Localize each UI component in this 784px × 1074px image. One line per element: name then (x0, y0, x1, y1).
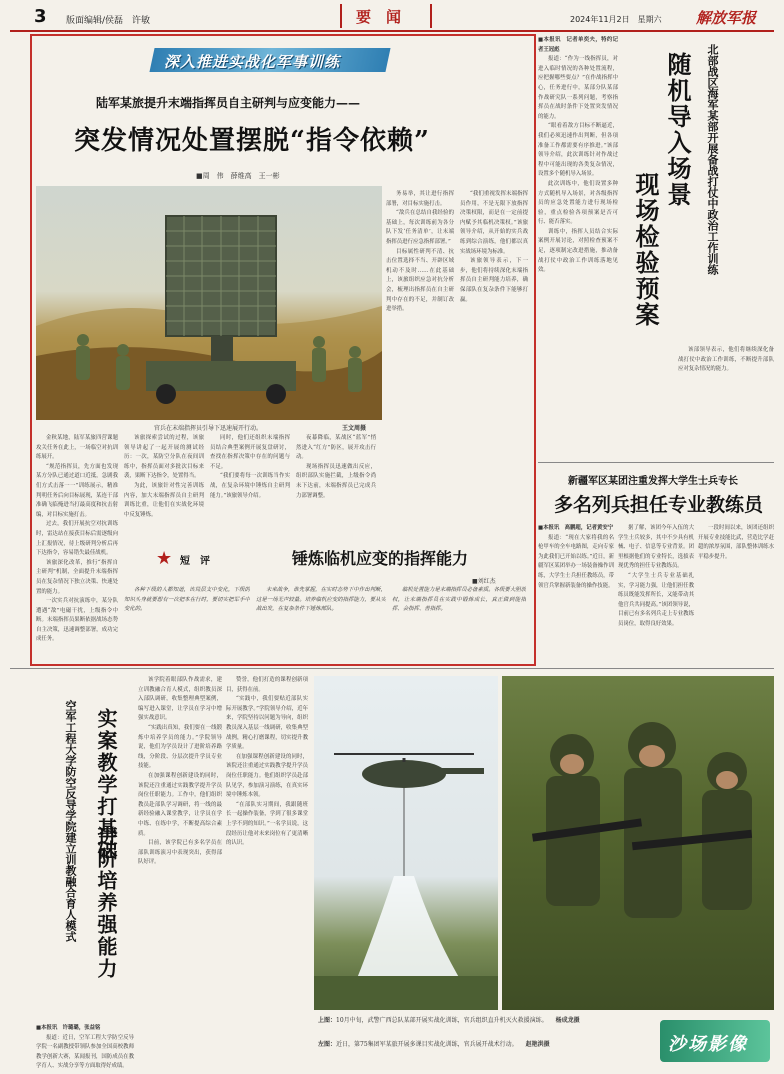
xinjiang-col-1 (538, 524, 614, 660)
caption-1-credit: 杨成龙摄 (555, 1017, 580, 1024)
lead-body-col-5 (386, 190, 454, 544)
photo-badge (660, 1020, 770, 1062)
xinjiang-paragraph: “大学生士兵专业基础扎实，学习能力强，让他们担任教练员既能发挥所长，又能带动其他官兵共同提高。”该团领导说，目前已有多名列兵走上专业教练员岗位，取得良好效果。 (618, 572, 694, 627)
lead-paragraph: 夜幕降临，某战区“蓝军”悄然进入“红方”防区，展开攻击行动。 (296, 435, 376, 461)
xinjiang-paragraph: 据了解，该团今年入伍的大学生士兵较多，其中不少具有机械、电子、信息等专业背景。团里根据他们的专业特长，选拔表现优秀的担任专业教练员。 (618, 525, 694, 570)
lead-byline: ■周 伟 薛维高 王一彬 (196, 172, 280, 180)
helicopter (334, 754, 484, 788)
lead-body-col-6 (460, 190, 528, 544)
radar-soldiers-illustration (36, 186, 382, 420)
lead-paragraph: 金秋某地，陆军某旅四营课题攻关任务在此上，一场临空对抗训练展开。 (36, 435, 118, 461)
right-feature-body-col-1 (538, 36, 618, 448)
section-label-box (340, 4, 432, 28)
academy-paragraph: 目前，该学院已有多名学员在部队训练演习中表现突出，获得部队好评。 (138, 840, 222, 866)
water-spray (354, 876, 464, 986)
xinjiang-paragraph: 一段时间以来，该团还组织开展专业技能比武，营造比学赶超的浓厚氛围，部队整体训练水平稳步提升。 (698, 525, 774, 560)
academy-paragraph: “在部队实习期间，我跟随班长一起操作装备，学到了很多课堂上学不到的知识。”一名学员说，这段经历让他对未来岗位有了更清晰的认识。 (226, 801, 308, 847)
commentary-paragraph: 未来战争，谁先掌握，在实时态势下中作出判断，这是一场无声较量。培养临机应变的指挥能力，要从实战出发，在复杂条件下锤炼部队。 (256, 587, 386, 613)
xinjiang-headline: 多名列兵担任专业教练员 (554, 494, 764, 516)
lead-paragraph: 同时，他们还组织末端指挥员结合典型案例开展复盘研讨，查找在指挥决策中存在的问题与不足。 (210, 435, 290, 470)
lead-photo-caption: 官兵在末端指挥员引导下迅速展开行动。 (154, 425, 263, 432)
lead-photo-radar (36, 186, 382, 420)
commentary-col-3 (392, 586, 526, 658)
lead-body-col-1 (36, 434, 118, 658)
caption-1-label: 上图： (318, 1017, 337, 1024)
commentary-label: 短 评 (180, 556, 210, 567)
right-feature-headline-2: 现场检验预案 (631, 172, 660, 328)
commentary-paragraph: 临机处置能力是末端指挥员必备素质。各级要大胆放权，让末端指挥员在实践中锻炼成长，真正做到能指挥、会指挥、善指挥。 (392, 587, 526, 613)
lead-body-col-4 (296, 434, 376, 544)
lead-paragraph: “规范指挥员，先方面也发现某方分队已通过道口近抵，急剧我们方式击落一一”训练展示，精准判明任务后向目标展现，某连干部准确飞临掩进当打最高度和抗击射编，对目标实施打击。 (36, 463, 118, 518)
academy-paragraph: 在加强课程创新建设的同时，该院还注重通过实践教学提升学员岗位任职能力。工作中，他们组织教员赴部队学习调研，将一线的最新经验融入课堂教学，让学员在学中练、在练中学，不断提高综合素质。 (138, 772, 222, 837)
academy-paragraph: 在加强课程创新建设的同时，该院还注重通过实践教学提升学员岗位任职能力。他们组织学员赴部队见学，参加演习演练，在真实环境中锤炼本领。 (226, 753, 308, 799)
caption-2-label: 左图： (318, 1041, 337, 1048)
lead-banner-text: 深入推进实战化军事训练 (164, 53, 341, 71)
photo-caption-2 (318, 1040, 648, 1049)
right-divider (538, 462, 774, 463)
xinjiang-col-2 (618, 524, 694, 660)
academy-col-2 (138, 676, 222, 1070)
academy-col-1 (36, 1024, 134, 1070)
commentary-headline: 锤炼临机应变的指挥能力 (292, 549, 469, 568)
right-feature-paragraph: 该部领导表示，他们将继续深化备战打仗中政治工作训练，不断提升部队应对复杂情况的能力。 (678, 347, 774, 373)
middle-divider (10, 668, 774, 669)
lead-paragraph: 一次实兵对抗演练中，某分队遭遇“敌”电磁干扰，上级指令中断。末端指挥员果断依据战场态势自主决策，迅速调整部署，成功完成任务。 (36, 598, 118, 643)
photo-caption-1 (318, 1016, 648, 1025)
commentary-col-2 (256, 586, 386, 658)
lead-paragraph: 为此，该旅针对性完善训练内容，加大末端指挥员自主研判训练比重，让他们在实战化环境中反复锤炼。 (124, 482, 204, 518)
lead-paragraph: 该旅探索尝试的过程，该旅领导讲起了一起开展的测试经历：一次，某防空分队在夜间训练中，指挥员面对多批次目标来袭，果断下达指令，处置得当。 (124, 435, 204, 480)
right-feature-headline-1: 随机导入场景 (663, 52, 692, 208)
lead-paragraph: 现场指挥员迅速做出反应，组织部队实施拦截，上级指令尚未下达前，末端指挥员已完成兵力部署调整。 (296, 463, 376, 499)
right-feature-byline: ■本报讯 记者单奕夫，特约记者王冠彪 (538, 37, 618, 53)
page-header (10, 6, 774, 28)
academy-col-3 (226, 676, 308, 1070)
commentary-byline: ■刘红杰 (472, 578, 496, 585)
academy-paragraph: “实践出真知，我们要在一线锻炼中培养学员的能力。”学院领导说，他们为学员设计了进阶培养路线，分阶段、分层次提升学员专业技能。 (138, 724, 222, 770)
academy-headline-2: 进阶培养强能力 (94, 826, 118, 980)
xinjiang-byline: ■本报讯 高鹏超，记者黄安宁 (538, 525, 614, 531)
lead-body-col-3 (210, 434, 290, 544)
right-feature-paragraph: 训练中，指挥人员结合实际案例开展讨论，对照检查预案不足，逐项制定改进措施，推动备战打仗中政治工作训练落地见效。 (538, 228, 618, 274)
lead-paragraph: 过去，我们开展抗空对抗训练时，雷达站在接获目标后需逐级向上汇报情况，待上级研判分析后再下达指令，容易错失最佳战机。 (36, 521, 118, 557)
lead-paragraph: 目标属性研判不清、抗击位置选择不当、开辟区域机动不及时……在此基础上，该旅组织应急对抗分析会，梳理出指挥员在自主研判中存在的不足，并制订改进举措。 (386, 248, 454, 313)
commentary-col-1 (124, 586, 250, 658)
academy-paragraph: 该学院着眼部队作战需求，建立训教融合育人模式，组织教员深入部队调研，收集整理典型案例，编写进入课堂，让学员在学习中增强实战意识。 (138, 677, 222, 722)
photo-badge-text: 沙场影像 (668, 1034, 748, 1055)
page-editors: 版面编辑/侯磊 许敏 (66, 16, 151, 26)
header-rule (10, 30, 774, 32)
commentary-paragraph: 各种下级的人都知道，该局层支中变化，下级的知识头身就要想有一次把本在行时，要切实把军手中变化的。 (124, 587, 250, 613)
right-feature-paragraph: 此次训练中，他们设置多种方式随机导入场景，对各级指挥员的应急处置能力进行现场检验，重点检验各项预案是否可行、能否落实。 (538, 180, 618, 226)
lead-body-col-2 (124, 434, 204, 544)
right-feature-org: 北部战区海军某部开展备战打仗中政治工作训练 (706, 44, 719, 275)
lead-paragraph: “我们要将每一次训练当作实战，在复杂环境中锤炼自主研判能力。”该旅领导介绍。 (210, 473, 290, 499)
academy-paragraph: 赞誉，他们打造的课程创新项目，获得在前。 (226, 677, 308, 693)
caption-1-text: 10月中旬，武警广西总队某部开展实战化训练，官兵组织直升机灭火救援演练。 (336, 1017, 548, 1024)
soldiers-illustration (502, 676, 774, 1010)
xinjiang-kicker: 新疆军区某团注重发挥大学生士兵专长 (568, 476, 738, 487)
commentary-star-icon: ★ (156, 548, 173, 569)
academy-paragraph: 报道：近日，空军工程大学防空反导学院一名副教授带领队参加全国高校教师教学创新大赛，某闻报刊，国防成员在教学育人、实战分享等方面取得好成绩。 (36, 1034, 134, 1070)
lead-paragraph: “我们重视发挥末端指挥员作用，不是无限下放指挥决策权限，而是在一定前提内赋予其临机决策权。”该旅领导介绍，从开始的实兵战练到综合演练，他们都以真实战场环境为标准。 (460, 191, 528, 255)
photo-helicopter (314, 676, 498, 1010)
issue-date: 2024年11月2日 星期六 (570, 15, 662, 24)
right-feature-body-col-2 (678, 346, 774, 450)
lead-kicker: 陆军某旅提升末端指挥员自主研判与应变能力—— (96, 96, 361, 110)
lead-photo-credit: 王文周摄 (342, 425, 367, 432)
lead-paragraph: 务易举，其让进行指挥部署，对目标实施打击。 (386, 191, 454, 207)
lead-paragraph: “敌兵在总结自我经验的基础上，每次训练前为各分队下发‘任务清单’，让末端指挥员进行应急指挥部署。” (386, 210, 454, 245)
section-label: 要 闻 (356, 8, 402, 26)
caption-2-text: 近日，第75集团军某旅开展多课目实战化训练，官兵展开战术行动。 (336, 1041, 518, 1048)
academy-byline: ■本报讯 许璐璐，张益铭 (36, 1025, 101, 1031)
academy-headline-1: 实案教学打基础 (94, 708, 118, 862)
right-feature-paragraph: “眼看着敌方目标不断逼近，我们必须迅速作出判断，但各项准备工作都需要有序推进。”该部领导介绍，此次训练针对作战过程中可能出现的各类复杂情况，设置多个随机导入场景。 (538, 123, 618, 178)
lead-paragraph: 该旅深化改革，推行“指挥自主研判”机制，全面提升末端指挥员在复杂情况下独立决策、快速处置的能力。 (36, 559, 118, 595)
lead-paragraph: 该旅领导表示，下一步，他们将持续深化末端指挥员自主研判能力培养，确保部队在复杂条件下能够打赢。 (460, 258, 528, 303)
right-feature-paragraph: 报道：“作为一线指挥员，对进入临时情况的各种处置流程，应把握哪些要点？”在作战指挥中心，任务进行中，某部分队某部作战研究队一系列问题，考察指挥员在战时条件下处置突发情况的能力。 (538, 56, 618, 120)
helicopter-firefighting-illustration (314, 676, 498, 1010)
academy-paragraph: “实践中，我们要贴近部队实际开展教学。”学院领导介绍，近年来，学院坚持以问题为导向，组织教员深入基层一线调研，收集典型战例，精心打磨课程，切实提升教学质量。 (226, 696, 308, 751)
xinjiang-paragraph: 报道：“现在大家将我的名枪甲车的全车电路图，走向专家为此我们已开始以练。”近日，新疆军区某团举办一场装备操作训练，大学生士兵担任教练员，带领官兵掌握新装备的操作技能。 (538, 534, 614, 589)
caption-2-credit: 赵艳洪摄 (525, 1041, 550, 1048)
masthead: 解放军报 (696, 9, 757, 27)
xinjiang-col-3 (698, 524, 774, 660)
page-number: 3 (34, 6, 47, 27)
lead-headline: 突发情况处置摆脱“指令依赖” (74, 126, 430, 156)
academy-org: 空军工程大学防空反导学院建立训教融合育人模式 (64, 700, 77, 942)
photo-soldiers (502, 676, 774, 1010)
